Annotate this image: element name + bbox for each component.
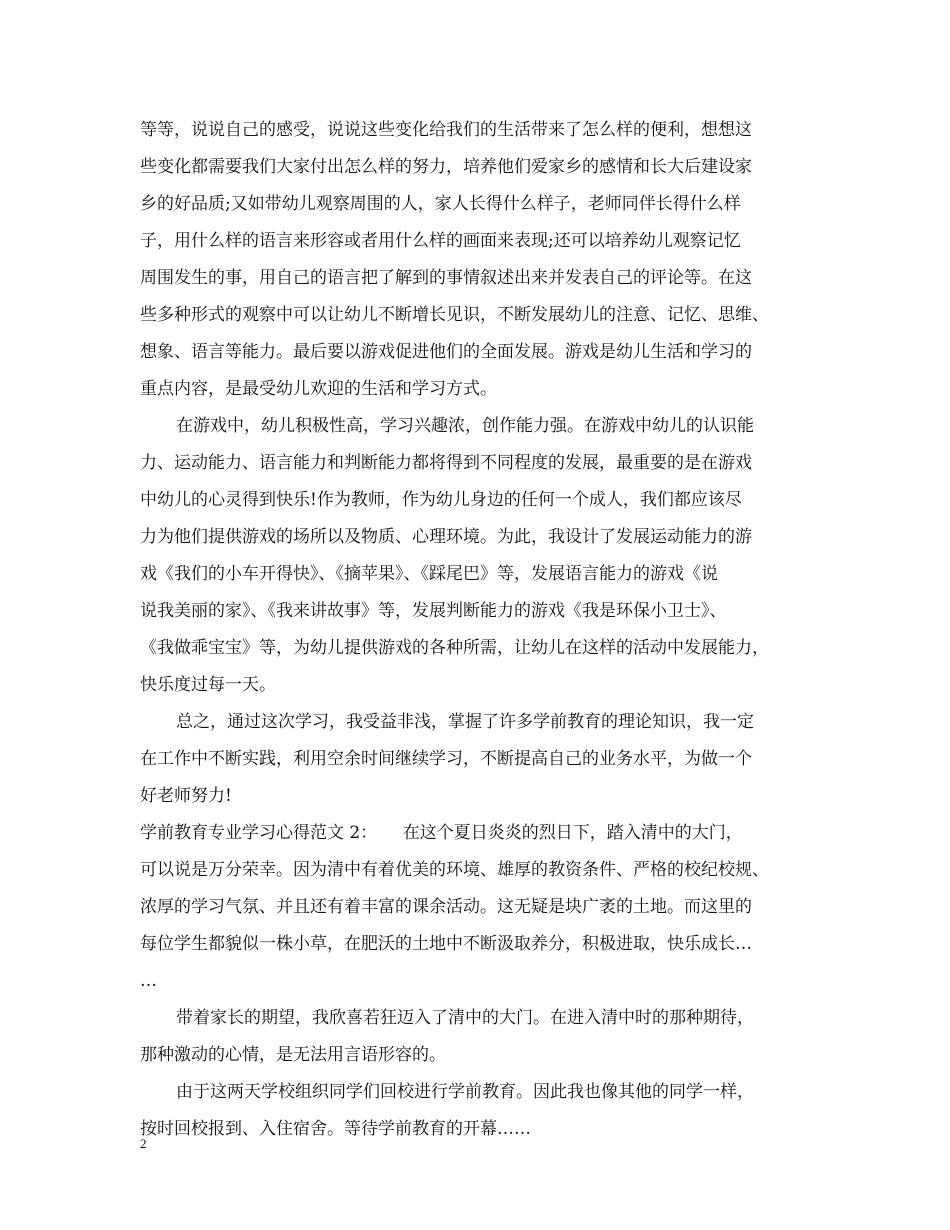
- text-line: 快乐度过每一天。: [140, 675, 276, 695]
- text-line: 力、运动能力、语言能力和判断能力都将得到不同程度的发展，最重要的是在游戏: [140, 453, 752, 473]
- text-line: 浓厚的学习气氛、并且还有着丰富的课余活动。这无疑是块广袤的土地。而这里的: [140, 897, 752, 917]
- text-line: 力为他们提供游戏的场所以及物质、心理环境。为此，我设计了发展运动能力的游: [140, 527, 752, 547]
- text-line: 说我美丽的家》、《我来讲故事》等，发展判断能力的游戏《我是环保小卫士》、: [140, 601, 727, 621]
- text-line: …: [140, 971, 157, 991]
- text-line: 《我做乖宝宝》等，为幼儿提供游戏的各种所需，让幼儿在这样的活动中发展能力，: [140, 638, 769, 658]
- text-line: 重点内容，是最受幼儿欢迎的生活和学习方式。: [140, 379, 497, 399]
- text-line: 等等，说说自己的感受，说说这些变化给我们的生活带来了怎么样的便利，想想这: [140, 120, 752, 140]
- text-line: 乡的好品质;又如带幼儿观察周围的人，家人长得什么样子，老师同伴长得什么样: [140, 194, 741, 214]
- paragraph-start-line: 带着家长的期望，我欣喜若狂迈入了清中的大门。在进入清中时的那种期待，: [176, 1008, 754, 1028]
- text-line: 在工作中不断实践，利用空余时间继续学习，不断提高自己的业务水平，为做一个: [140, 749, 752, 769]
- paragraph-start-line: 总之，通过这次学习，我受益非浅，掌握了许多学前教育的理论知识，我一定: [176, 712, 754, 732]
- text-line: 按时回校报到、入住宿舍。等待学前教育的开幕……: [140, 1119, 531, 1139]
- text-line: 周围发生的事，用自己的语言把了解到的事情叙述出来并发表自己的评论等。在这: [140, 268, 752, 288]
- text-line: 戏《我们的小车开得快》、《摘苹果》、《踩尾巴》等，发展语言能力的游戏《说: [140, 564, 718, 584]
- text-line: 每位学生都貌似一株小草，在肥沃的土地中不断汲取养分，积极进取，快乐成长…: [140, 934, 752, 954]
- text-line: 中幼儿的心灵得到快乐!作为教师，作为幼儿身边的任何一个成人，我们都应该尽: [140, 490, 742, 510]
- text-line: 那种激动的心情，是无法用言语形容的。: [140, 1045, 446, 1065]
- text-line: 些变化都需要我们大家付出怎么样的努力，培养他们爱家乡的感情和长大后建设家: [140, 157, 752, 177]
- text-line: 想象、语言等能力。最后要以游戏促进他们的全面发展。游戏是幼儿生活和学习的: [140, 342, 752, 362]
- text-line: 可以说是万分荣幸。因为清中有着优美的环境、雄厚的教资条件、严格的校纪校规、: [140, 860, 769, 880]
- paragraph-start-line: 由于这两天学校组织同学们回校进行学前教育。因此我也像其他的同学一样，: [176, 1082, 754, 1102]
- paragraph-start-line: 在游戏中，幼儿积极性高，学习兴趣浓，创作能力强。在游戏中幼儿的认识能: [176, 416, 754, 436]
- text-line: 些多种形式的观察中可以让幼儿不断增长见识，不断发展幼儿的注意、记忆、思维、: [140, 305, 769, 325]
- section-heading-line: 学前教育专业学习心得范文 2： 在这个夏日炎炎的烈日下，踏入清中的大门，: [140, 823, 743, 843]
- text-line: 子，用什么样的语言来形容或者用什么样的画面来表现;还可以培养幼儿观察记忆: [140, 231, 741, 251]
- text-line: 好老师努力!: [140, 786, 232, 806]
- page-number: 2: [140, 1136, 147, 1151]
